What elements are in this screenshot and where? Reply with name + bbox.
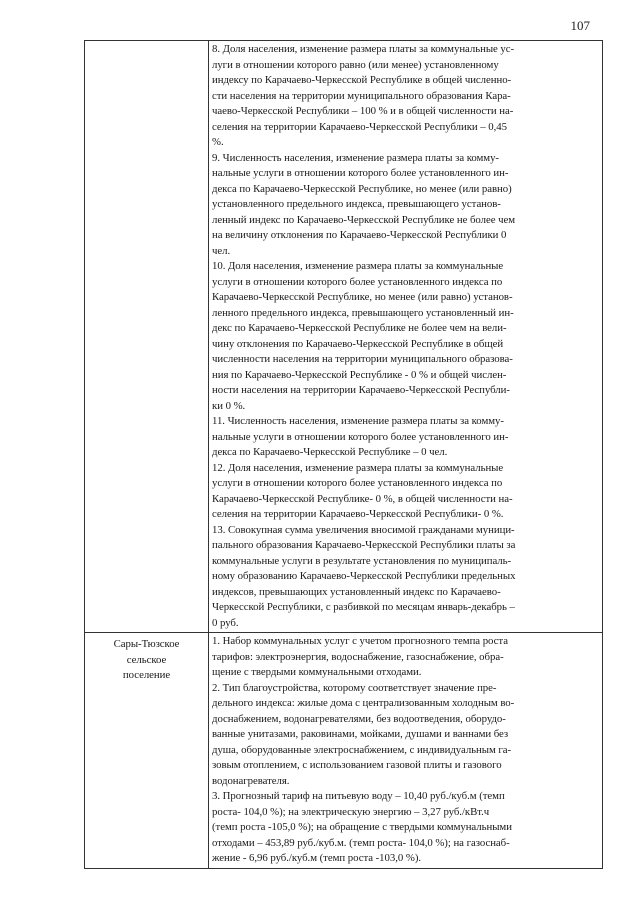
text-line: ленный индекс по Карачаево-Черкесской Республике не более чем xyxy=(212,213,516,226)
page-number: 107 xyxy=(570,18,590,33)
text-line: 9. Численность населения, изменение размера платы за комму- xyxy=(212,151,499,164)
text-line: селения на территории Карачаево-Черкесской Республики – 0,45 xyxy=(212,120,508,133)
text-line: дельного индекса: жилые дома с централизованным холодным во- xyxy=(212,697,515,709)
text-line: отходами – 453,89 руб./куб.м. (темп роста- 104,0 %); на газоснаб- xyxy=(212,836,510,849)
municipality-name-line: сельское xyxy=(126,653,167,666)
text-line: ленного предельного индекса, превышающего установленный ин- xyxy=(212,306,514,319)
indicators-cell xyxy=(209,633,603,869)
text-line: чаево-Черкесской Республики – 100 % и в общей численности на- xyxy=(212,105,514,117)
municipality-cell xyxy=(85,41,209,633)
text-line: чину отклонения по Карачаево-Черкесской Республике в общей xyxy=(212,337,504,350)
municipality-name xyxy=(85,633,208,684)
text-line: нальные услуги в отношении которого более установленного ин- xyxy=(212,430,509,443)
text-line: декса по Карачаево-Черкесской Республике, но менее (или равно) xyxy=(212,182,512,195)
text-line: щение с твердыми коммунальными отходами. xyxy=(212,666,422,678)
text-line: Карачаево-Черкесской Республике, но менее (или равно) установ- xyxy=(212,291,513,303)
text-line: Карачаево-Черкесской Республике- 0 %, в общей численности на- xyxy=(212,492,513,505)
municipality-name-line: Сары-Тюзское xyxy=(113,638,180,650)
municipality-name xyxy=(85,41,208,45)
text-line: ному образованию Карачаево-Черкесской Республики предельных xyxy=(212,570,516,582)
document-table xyxy=(84,40,603,869)
text-line: чел. xyxy=(212,244,231,257)
text-line: ки 0 %. xyxy=(212,399,246,412)
text-line: коммунальные услуги в результате установления по муниципаль- xyxy=(212,554,512,567)
text-line: луги в отношении которого равно (или менее) установленному xyxy=(212,58,499,71)
text-line: 10. Доля населения, изменение размера платы за коммунальные xyxy=(212,260,504,272)
text-line: установленного предельного индекса, превышающего установ- xyxy=(212,198,501,210)
text-line: нальные услуги в отношении которого более установленного ин- xyxy=(212,167,509,179)
text-line: ванные унитазами, раковинами, мойками, душами и ваннами без xyxy=(212,728,509,740)
table-row xyxy=(85,633,603,869)
text-line: душа, оборудованные электроснабжением, с индивидуальным га- xyxy=(212,743,512,756)
text-line: индексу по Карачаево-Черкесской Республике в общей численно- xyxy=(212,74,512,86)
municipality-name-line: поселение xyxy=(122,669,171,681)
text-line: услуги в отношении которого более установленного индекса по xyxy=(212,275,503,288)
text-line: ния по Карачаево-Черкесской Республике - 0 % и общей числен- xyxy=(212,368,507,381)
text-line: селения на территории Карачаево-Черкесской Республики- 0 %. xyxy=(212,508,504,520)
text-line: 11. Численность населения, изменение размера платы за комму- xyxy=(212,415,504,427)
text-line: индексов, превышающих установленный индекс по Карачаево- xyxy=(212,585,501,598)
text-line: 13. Совокупная сумма увеличения вносимой гражданами муници- xyxy=(212,523,515,536)
text-line: Черкесской Республики, с разбивкой по месяцам январь-декабрь – xyxy=(212,601,515,613)
text-line: декса по Карачаево-Черкесской Республике – 0 чел. xyxy=(212,446,448,458)
text-line: зовым отоплением, с использованием газовой плиты и газового xyxy=(212,759,502,771)
text-line: ности населения на территории Карачаево-Черкесской Республи- xyxy=(212,384,510,396)
text-line: тарифов: электроэнергия, водоснабжение, газоснабжение, обра- xyxy=(212,650,504,663)
indicators-cell xyxy=(209,41,603,633)
text-line: на величину отклонения по Карачаево-Черкесской Республики 0 xyxy=(212,229,507,241)
text-line: 8. Доля населения, изменение размера платы за коммунальные ус- xyxy=(212,43,515,55)
text-line: роста- 104,0 %); на электрическую энергию – 3,27 руб./кВт.ч xyxy=(212,805,490,818)
text-line: пального образования Карачаево-Черкесской Республики платы за xyxy=(212,539,516,551)
text-line: 3. Прогнозный тариф на питьевую воду – 10,40 руб./куб.м (темп xyxy=(212,790,505,802)
municipality-cell xyxy=(85,633,209,869)
text-line: (темп роста -105,0 %); на обращение с твердыми коммунальными xyxy=(212,821,512,833)
text-line: %. xyxy=(212,136,224,148)
text-line: водонагревателя. xyxy=(212,774,290,787)
text-line: 0 руб. xyxy=(212,616,239,629)
text-line: услуги в отношении которого более установленного индекса по xyxy=(212,477,503,489)
text-line: декс по Карачаево-Черкесской Республике не более чем на вели- xyxy=(212,322,507,334)
text-line: 12. Доля населения, изменение размера платы за коммунальные xyxy=(212,461,504,474)
text-line: численности населения на территории муниципального образова- xyxy=(212,353,513,365)
table-row xyxy=(85,41,603,633)
text-line: сти населения на территории муниципального образования Кара- xyxy=(212,89,511,102)
text-line: 1. Набор коммунальных услуг с учетом прогнозного темпа роста xyxy=(212,635,508,647)
text-line: доснабжением, водонагревателями, без водоотведения, оборудо- xyxy=(212,712,506,725)
text-line: 2. Тип благоустройства, которому соответствует значение пре- xyxy=(212,681,497,694)
text-line: жение - 6,96 руб./куб.м (темп роста -103,0 %). xyxy=(212,852,422,864)
